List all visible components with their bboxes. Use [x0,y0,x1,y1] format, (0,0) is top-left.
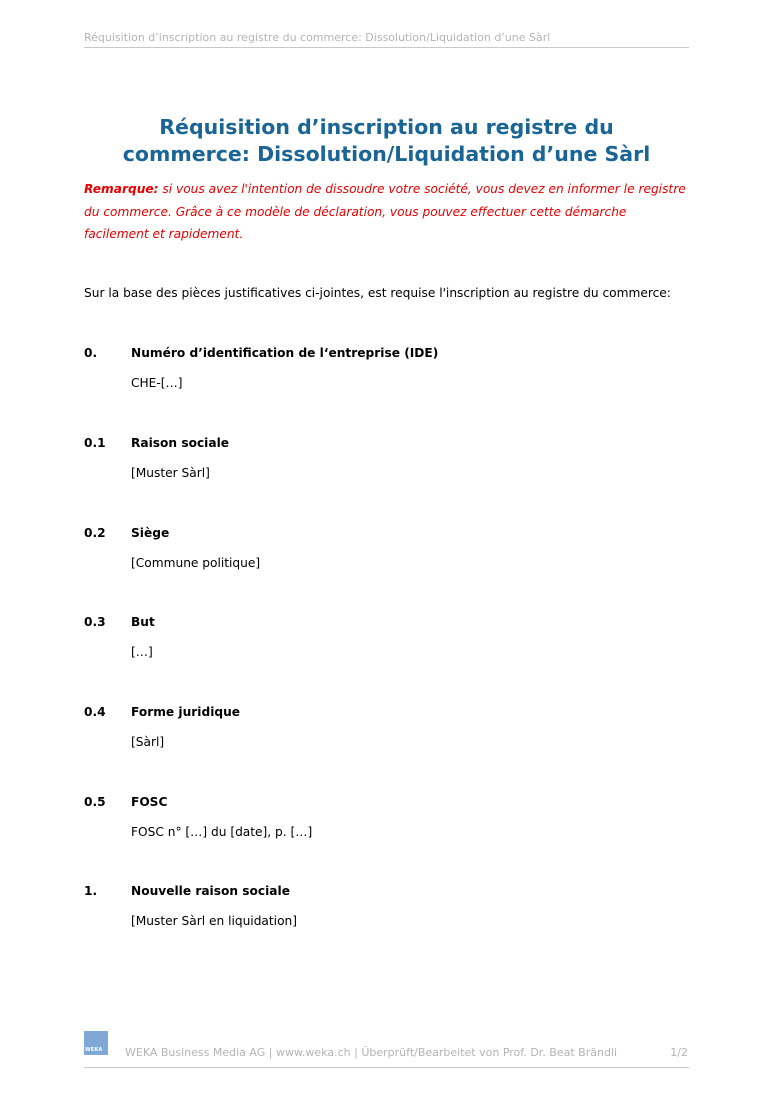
section-heading: Numéro d’identification de l‘entreprise (IDE) [131,346,439,360]
section-heading: Raison sociale [131,436,230,450]
weka-logo [84,1031,108,1055]
section-number: 0. [84,346,98,360]
title-line-2: commerce: Dissolution/Liquidation d’une Sàrl [122,142,651,166]
section-number: 0.1 [84,436,106,450]
section-number: 1. [84,884,98,898]
page-number: 1/2 [670,1046,688,1059]
section-number: 0.2 [84,526,106,540]
section-value: [Sàrl] [131,735,165,749]
section-value: [Muster Sàrl en liquidation] [131,914,298,928]
section-heading: FOSC [131,795,168,809]
running-header: Réquisition d’inscription au registre du commerce: Dissolution/Liquidation d’une Sàrl [84,31,551,44]
section-heading: Forme juridique [131,705,241,719]
title-line-1: Réquisition d’inscription au registre du [159,115,614,139]
footer-divider [84,1067,689,1068]
section-value: FOSC n° […] du [date], p. […] [131,825,313,839]
footer-text: WEKA Business Media AG | www.weka.ch | Überprüft/Bearbeitet von Prof. Dr. Beat Brändli [125,1046,618,1059]
section-value: [Muster Sàrl] [131,466,210,480]
remark-text: si vous avez l'intention de dissoudre votre société, vous devez en informer le registre du commerce. Grâce à ce modèle de déclaration, vous pouvez effectuer cette démarche facilement et rapidement. [84,182,686,241]
section-heading: Siège [131,526,170,540]
section-number: 0.3 [84,615,106,629]
section-number: 0.5 [84,795,106,809]
document-title [84,114,689,168]
intro-text: Sur la base des pièces justificatives ci-jointes, est requise l'inscription au registre du commerce: [84,286,671,300]
section-heading: But [131,615,155,629]
logo-text: WEKA [85,1047,103,1053]
header-divider [84,47,689,48]
section-value: CHE-[…] [131,376,183,390]
section-heading: Nouvelle raison sociale [131,884,290,898]
section-number: 0.4 [84,705,106,719]
remark-note [84,178,694,246]
remark-label: Remarque: [84,182,159,196]
section-value: [Commune politique] [131,556,261,570]
section-value: […] [131,645,153,659]
